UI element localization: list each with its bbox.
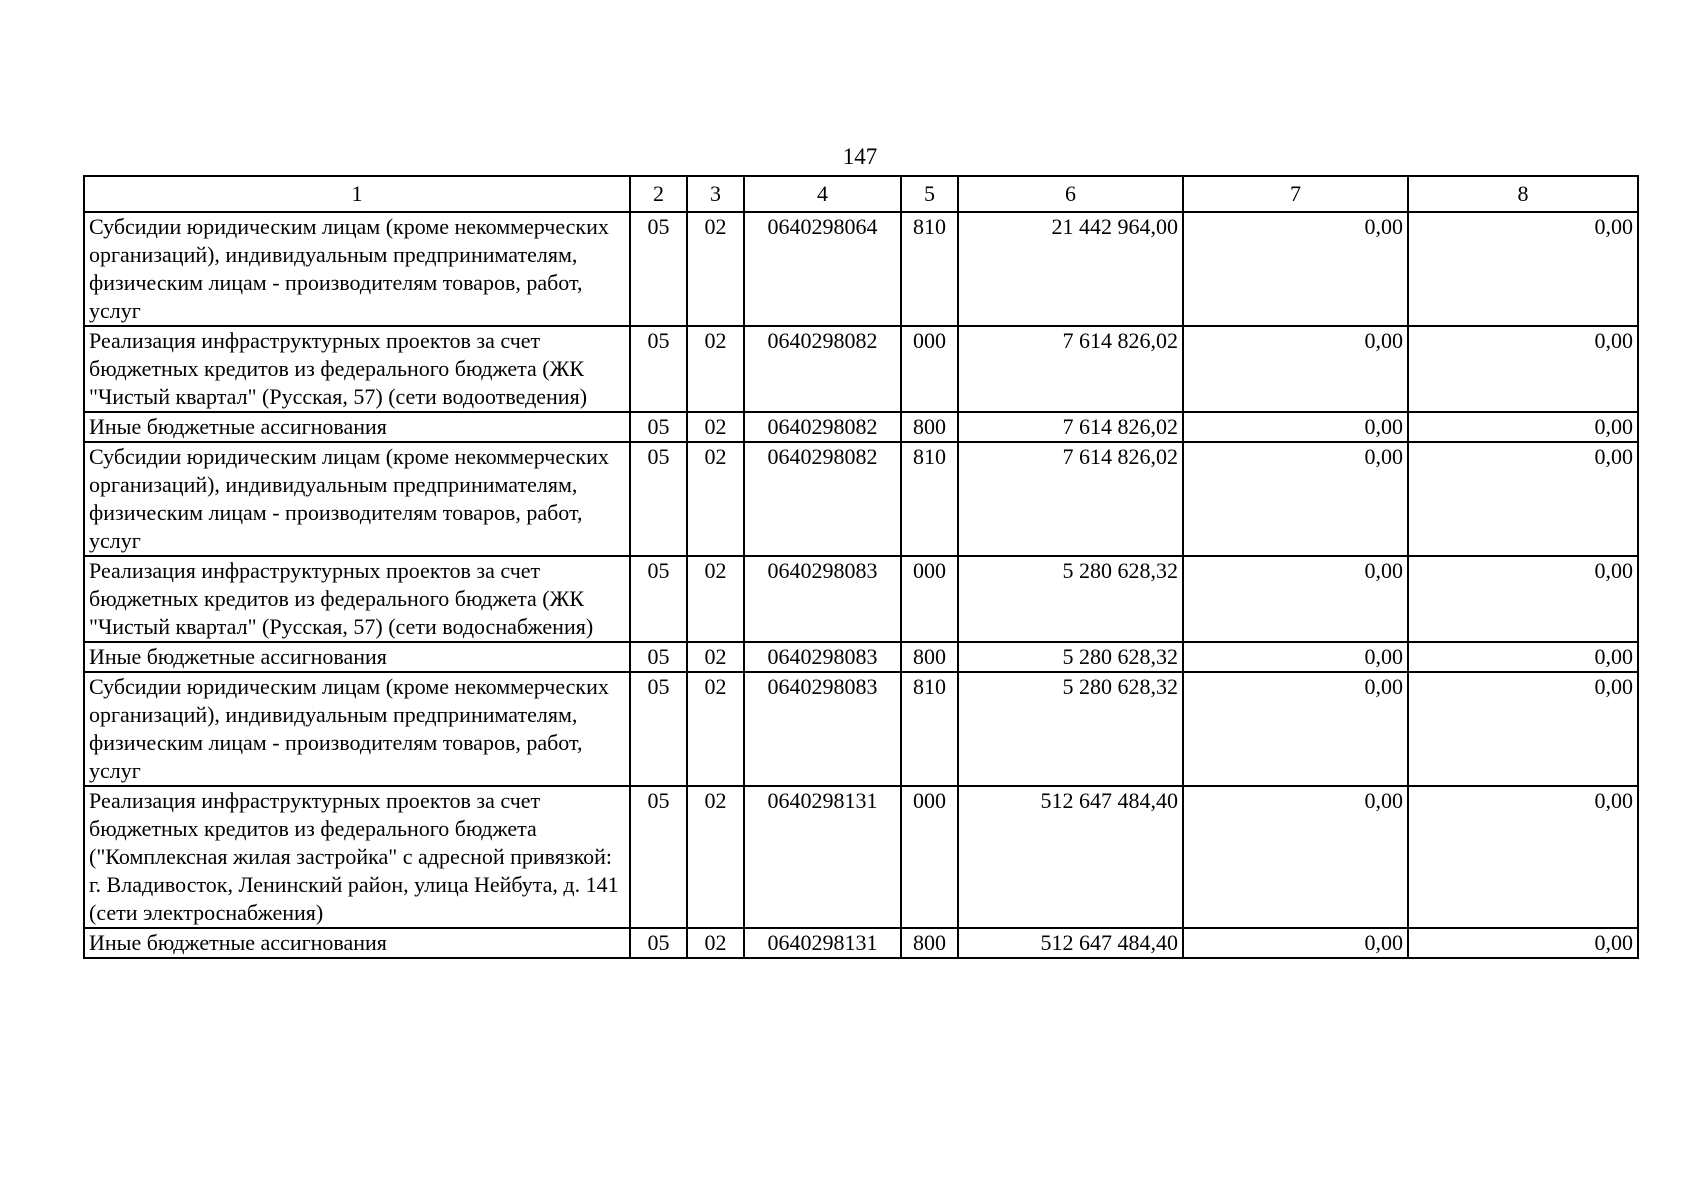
row-target-article: 0640298064	[744, 212, 901, 326]
row-subsection-code: 02	[687, 556, 744, 642]
row-section-code: 05	[630, 642, 687, 672]
row-subsection-code: 02	[687, 412, 744, 442]
row-section-code: 05	[630, 672, 687, 786]
row-target-article: 0640298083	[744, 642, 901, 672]
row-amount-col7: 0,00	[1183, 556, 1408, 642]
row-amount-col7: 0,00	[1183, 642, 1408, 672]
row-amount-col7: 0,00	[1183, 212, 1408, 326]
row-subsection-code: 02	[687, 442, 744, 556]
table-row	[84, 786, 1638, 928]
budget-table	[83, 175, 1639, 959]
row-amount-col6: 5 280 628,32	[958, 672, 1183, 786]
row-section-code: 05	[630, 556, 687, 642]
row-section-code: 05	[630, 928, 687, 958]
row-amount-col6: 7 614 826,02	[958, 326, 1183, 412]
row-description: Иные бюджетные ассигнования	[84, 642, 630, 672]
row-amount-col7: 0,00	[1183, 412, 1408, 442]
row-amount-col8: 0,00	[1408, 642, 1638, 672]
page-number: 147	[842, 144, 878, 169]
row-subsection-code: 02	[687, 642, 744, 672]
row-amount-col6: 512 647 484,40	[958, 928, 1183, 958]
table-row	[84, 928, 1638, 958]
row-expense-type: 800	[901, 642, 958, 672]
row-amount-col7: 0,00	[1183, 326, 1408, 412]
row-amount-col8: 0,00	[1408, 442, 1638, 556]
row-description: Реализация инфраструктурных проектов за счет бюджетных кредитов из федерального бюджета (ЖК "Чистый квартал" (Русская, 57) (сети водоотведения)	[84, 326, 630, 412]
table-row	[84, 326, 1638, 412]
row-section-code: 05	[630, 326, 687, 412]
row-subsection-code: 02	[687, 672, 744, 786]
row-amount-col7: 0,00	[1183, 442, 1408, 556]
table-row	[84, 672, 1638, 786]
column-header-3: 3	[687, 176, 744, 212]
row-amount-col7: 0,00	[1183, 786, 1408, 928]
row-target-article: 0640298131	[744, 928, 901, 958]
row-section-code: 05	[630, 786, 687, 928]
column-header-1: 1	[84, 176, 630, 212]
row-amount-col6: 7 614 826,02	[958, 412, 1183, 442]
row-description: Реализация инфраструктурных проектов за счет бюджетных кредитов из федерального бюджета (ЖК "Чистый квартал" (Русская, 57) (сети водоснабжения)	[84, 556, 630, 642]
row-subsection-code: 02	[687, 786, 744, 928]
row-subsection-code: 02	[687, 928, 744, 958]
row-section-code: 05	[630, 212, 687, 326]
column-header-6: 6	[958, 176, 1183, 212]
row-amount-col8: 0,00	[1408, 672, 1638, 786]
row-subsection-code: 02	[687, 326, 744, 412]
row-subsection-code: 02	[687, 212, 744, 326]
row-description: Субсидии юридическим лицам (кроме некоммерческих организаций), индивидуальным предпринимателям, физическим лицам - производителям товаров, работ, услуг	[84, 442, 630, 556]
row-expense-type: 000	[901, 556, 958, 642]
row-target-article: 0640298083	[744, 556, 901, 642]
row-expense-type: 800	[901, 928, 958, 958]
row-amount-col8: 0,00	[1408, 786, 1638, 928]
row-amount-col6: 21 442 964,00	[958, 212, 1183, 326]
row-expense-type: 000	[901, 786, 958, 928]
column-header-5: 5	[901, 176, 958, 212]
table-row	[84, 212, 1638, 326]
row-description: Иные бюджетные ассигнования	[84, 412, 630, 442]
row-expense-type: 810	[901, 672, 958, 786]
row-amount-col7: 0,00	[1183, 672, 1408, 786]
row-amount-col8: 0,00	[1408, 212, 1638, 326]
row-description: Иные бюджетные ассигнования	[84, 928, 630, 958]
column-header-4: 4	[744, 176, 901, 212]
row-amount-col8: 0,00	[1408, 412, 1638, 442]
row-expense-type: 810	[901, 442, 958, 556]
row-target-article: 0640298083	[744, 672, 901, 786]
header-row	[84, 176, 1638, 212]
row-section-code: 05	[630, 442, 687, 556]
row-amount-col6: 5 280 628,32	[958, 642, 1183, 672]
table-row	[84, 412, 1638, 442]
table-row	[84, 642, 1638, 672]
row-amount-col8: 0,00	[1408, 928, 1638, 958]
row-target-article: 0640298131	[744, 786, 901, 928]
row-section-code: 05	[630, 412, 687, 442]
row-target-article: 0640298082	[744, 412, 901, 442]
row-expense-type: 000	[901, 326, 958, 412]
table-row	[84, 556, 1638, 642]
column-header-7: 7	[1183, 176, 1408, 212]
column-header-2: 2	[630, 176, 687, 212]
row-amount-col7: 0,00	[1183, 928, 1408, 958]
row-target-article: 0640298082	[744, 442, 901, 556]
table-row	[84, 442, 1638, 556]
row-description: Субсидии юридическим лицам (кроме некоммерческих организаций), индивидуальным предпринимателям, физическим лицам - производителям товаров, работ, услуг	[84, 212, 630, 326]
row-amount-col8: 0,00	[1408, 556, 1638, 642]
row-description: Реализация инфраструктурных проектов за счет бюджетных кредитов из федерального бюджета ("Комплексная жилая застройка" с адресной привязкой: г. Владивосток, Ленинский район, улица Нейбута, д. 141 (сети электроснабжения)	[84, 786, 630, 928]
row-amount-col8: 0,00	[1408, 326, 1638, 412]
row-target-article: 0640298082	[744, 326, 901, 412]
column-header-8: 8	[1408, 176, 1638, 212]
row-description: Субсидии юридическим лицам (кроме некоммерческих организаций), индивидуальным предпринимателям, физическим лицам - производителям товаров, работ, услуг	[84, 672, 630, 786]
row-amount-col6: 5 280 628,32	[958, 556, 1183, 642]
row-expense-type: 800	[901, 412, 958, 442]
row-amount-col6: 7 614 826,02	[958, 442, 1183, 556]
row-expense-type: 810	[901, 212, 958, 326]
row-amount-col6: 512 647 484,40	[958, 786, 1183, 928]
